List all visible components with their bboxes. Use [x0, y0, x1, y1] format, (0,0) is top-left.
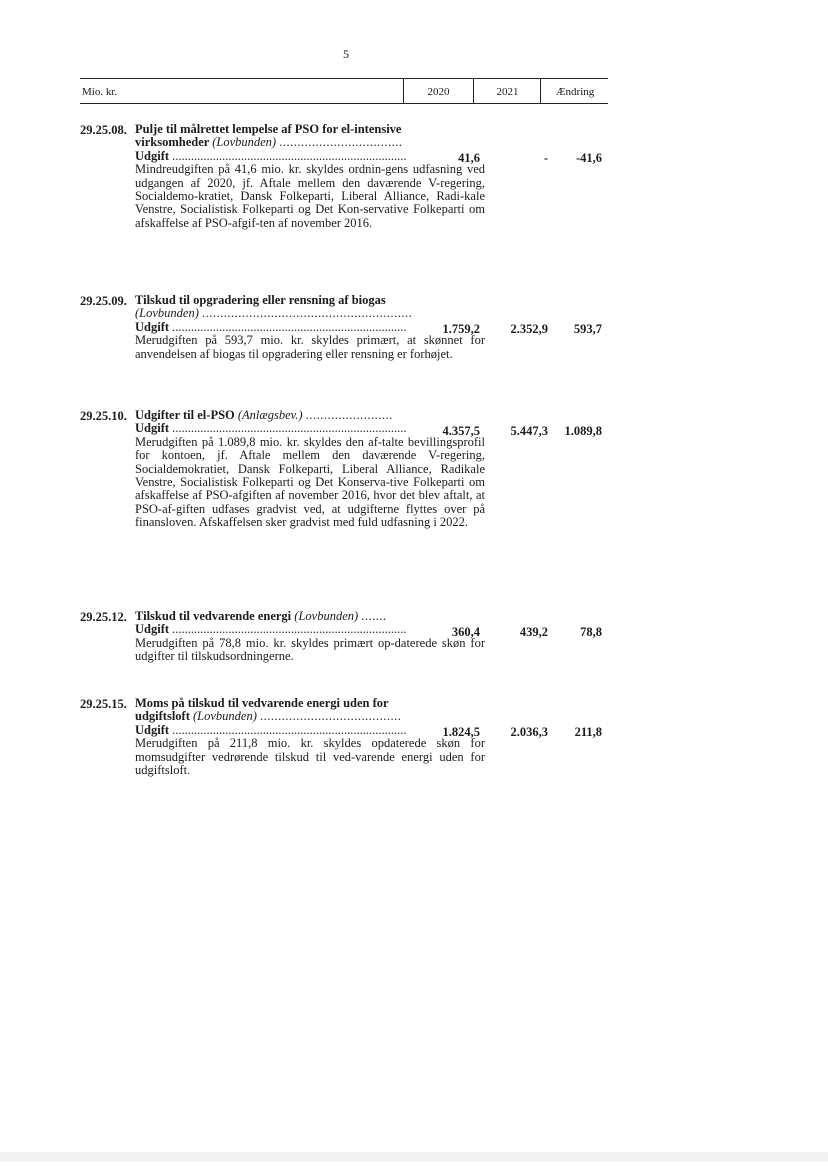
entry-subtitle: (Lovbunden) — [212, 135, 277, 150]
header-divider — [403, 78, 404, 104]
column-header-change: Ændring — [555, 86, 595, 98]
column-header-2020: 2020 — [427, 86, 450, 98]
entry-title-line: Tilskud til opgradering eller rensning af biogas — [135, 293, 386, 307]
account-number: 29.25.09. — [80, 294, 127, 308]
entry-description: Merudgiften på 78,8 mio. kr. skyldes primært op-daterede skøn for udgifter til tilskudsordningerne. — [135, 635, 485, 664]
entry-title: Tilskud til vedvarende energi (Lovbunden) ....... — [135, 609, 387, 623]
value-2020: 4.357,5 — [442, 424, 480, 438]
entry-title: Udgifter til el-PSO (Anlægsbev.) ........................ — [135, 408, 393, 422]
account-number: 29.25.12. — [80, 610, 127, 624]
account-number: 29.25.15. — [80, 697, 127, 711]
entry-title: Pulje til målrettet lempelse af PSO for el-intensive virksomheder (Lovbunden) .................................. — [135, 122, 403, 150]
value-change: -41,6 — [575, 151, 602, 165]
page-number: 5 — [343, 47, 349, 61]
account-number: 29.25.10. — [80, 409, 127, 423]
value-2021: 2.352,9 — [510, 322, 548, 336]
udgift-line: Udgift ........................................................................... — [135, 723, 407, 737]
value-2020: 41,6 — [458, 151, 480, 165]
udgift-line: Udgift ........................................................................... — [135, 149, 407, 163]
header-top-rule — [80, 78, 608, 79]
account-number: 29.25.08. — [80, 123, 127, 137]
value-2021: 2.036,3 — [510, 725, 548, 739]
entry-title-line: virksomheder — [135, 135, 210, 150]
udgift-label: Udgift — [135, 623, 170, 637]
entry-title-line: Moms på tilskud til vedvarende energi uden for — [135, 696, 389, 710]
entry-title-line: Udgifter til el-PSO — [135, 408, 235, 422]
entry-title: Tilskud til opgradering eller rensning af biogas (Lovbunden) .......................................................... — [135, 293, 413, 321]
table-header — [80, 78, 608, 104]
entry-description: Mindreudgiften på 41,6 mio. kr. skyldes ordnin-gens udfasning ved udgangen af 2020, jf. Aftale mellem den daværende V-regering, Socialdemo-kratiet, Dansk Folkeparti, Liberal Alliance, Radi-kale Venstre, Socialistisk Folkeparti og Det Kon-servative Folkeparti om afskaffelse af PSO-afgif-ten af november 2016. — [135, 162, 485, 230]
value-2021: - — [543, 151, 548, 165]
value-2020: 1.824,5 — [442, 725, 480, 739]
entry-subtitle: (Lovbunden) — [135, 306, 199, 321]
value-2020: 1.759,2 — [442, 322, 480, 336]
entry-description: Merudgiften på 1.089,8 mio. kr. skyldes den af-talte bevillingsprofil for kontoen, jf. Aftale mellem den daværende V-regering, Socialdemokratiet, Dansk Folkeparti, Liberal Alliance, Radikale Venstre, Socialistisk Folkeparti og Det Konserva-tive Folkeparti om afskaffelse af PSO-afgiften af november 2016, hvor det blev aftalt, at PSO-af-giften udfases gradvist ved, at udgifterne flyttes over på finansloven. Afskaffelsen sker gradvist med fuld udfasning i 2022. — [135, 434, 485, 530]
entry-description: Merudgiften på 211,8 mio. kr. skyldes opdaterede skøn for momsudgifter vedrørende tilskud til ved-varende energi uden for udgiftsloft. — [135, 736, 485, 778]
udgift-line: Udgift ........................................................................... — [135, 422, 407, 436]
udgift-label: Udgift — [135, 422, 170, 436]
scan-shadow — [0, 1152, 828, 1162]
entry-body — [135, 123, 485, 230]
unit-label: Mio. kr. — [82, 86, 118, 98]
header-bottom-rule — [80, 103, 608, 104]
entry-title-line: udgiftsloft — [135, 709, 190, 724]
entry-title-line: Pulje til målrettet lempelse af PSO for el-intensive — [135, 122, 402, 136]
entry-subtitle: (Lovbunden) — [294, 609, 359, 623]
udgift-line: Udgift ........................................................................... — [135, 320, 407, 334]
udgift-label: Udgift — [135, 723, 170, 737]
column-header-2021: 2021 — [496, 86, 519, 98]
value-change: 1.089,8 — [564, 424, 602, 438]
udgift-label: Udgift — [135, 149, 170, 163]
udgift-line: Udgift ........................................................................... — [135, 623, 407, 637]
entry-title-line: Tilskud til vedvarende energi — [135, 609, 292, 623]
entry-subtitle: (Lovbunden) — [193, 709, 257, 724]
value-2021: 5.447,3 — [510, 424, 548, 438]
entry-description: Merudgiften på 593,7 mio. kr. skyldes primært, at skønnet for anvendelsen af biogas til opgradering eller rensning er forhøjet. — [135, 333, 485, 361]
value-change: 593,7 — [573, 322, 602, 336]
value-2020: 360,4 — [451, 625, 480, 639]
entry-subtitle: (Anlægsbev.) — [237, 408, 303, 422]
value-change: 78,8 — [580, 625, 602, 639]
entry-title: Moms på tilskud til vedvarende energi uden for udgiftsloft (Lovbunden) ....................................... — [135, 696, 402, 724]
value-2021: 439,2 — [519, 625, 548, 639]
udgift-label: Udgift — [135, 320, 170, 334]
value-change: 211,8 — [574, 725, 602, 739]
